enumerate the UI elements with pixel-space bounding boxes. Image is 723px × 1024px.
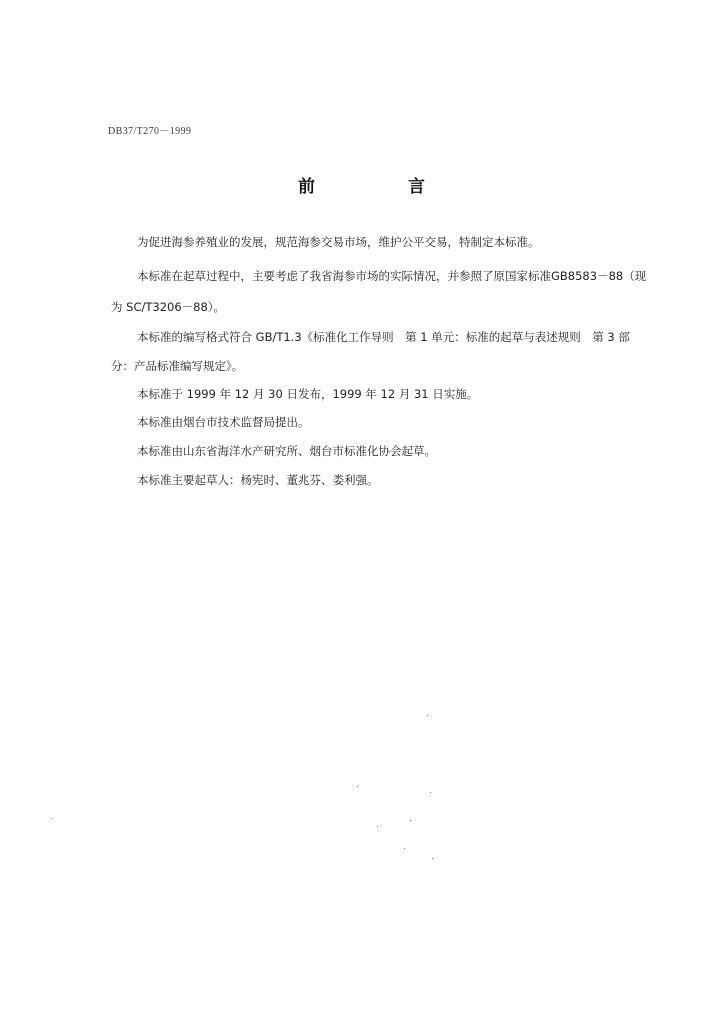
paragraph-dates: 本标准于 1999 年 12 月 30 日发布，1999 年 12 月 31 日实施。 (137, 387, 479, 401)
scan-speck (357, 786, 358, 787)
scan-speck (410, 820, 411, 821)
paragraph-drafting-line1: 本标准在起草过程中，主要考虑了我省海参市场的实际情况，并参照了原国家标准GB8583－88（现 (137, 269, 647, 283)
document-code: DB37/T270－1999 (108, 126, 192, 137)
paragraph-purpose: 为促进海参养殖业的发展，规范海参交易市场，维护公平交易，特制定本标准。 (137, 235, 540, 249)
scan-speck (432, 858, 433, 859)
paragraph-drafter-org: 本标准由山东省海洋水产研究所、烟台市标准化协会起草。 (137, 444, 436, 458)
scan-speck (377, 826, 378, 827)
scan-speck (427, 715, 428, 716)
paragraph-format-line2: 分：产品标准编写规定》。 (111, 359, 244, 373)
section-title: 前 言 (298, 177, 463, 197)
paragraph-proposer: 本标准由烟台市技术监督局提出。 (137, 415, 310, 429)
scan-speck (404, 848, 405, 849)
scan-speck (52, 818, 53, 819)
scan-speck (430, 792, 431, 793)
paragraph-drafters: 本标准主要起草人：杨宪时、董兆芬、娄利强。 (137, 473, 379, 487)
paragraph-format-line1: 本标准的编写格式符合 GB/T1.3《标准化工作导则 第 1 单元：标准的起草与表述规则 第 3 部 (137, 330, 630, 344)
paragraph-drafting-line2: 为 SC/T3206－88）。 (111, 300, 226, 314)
